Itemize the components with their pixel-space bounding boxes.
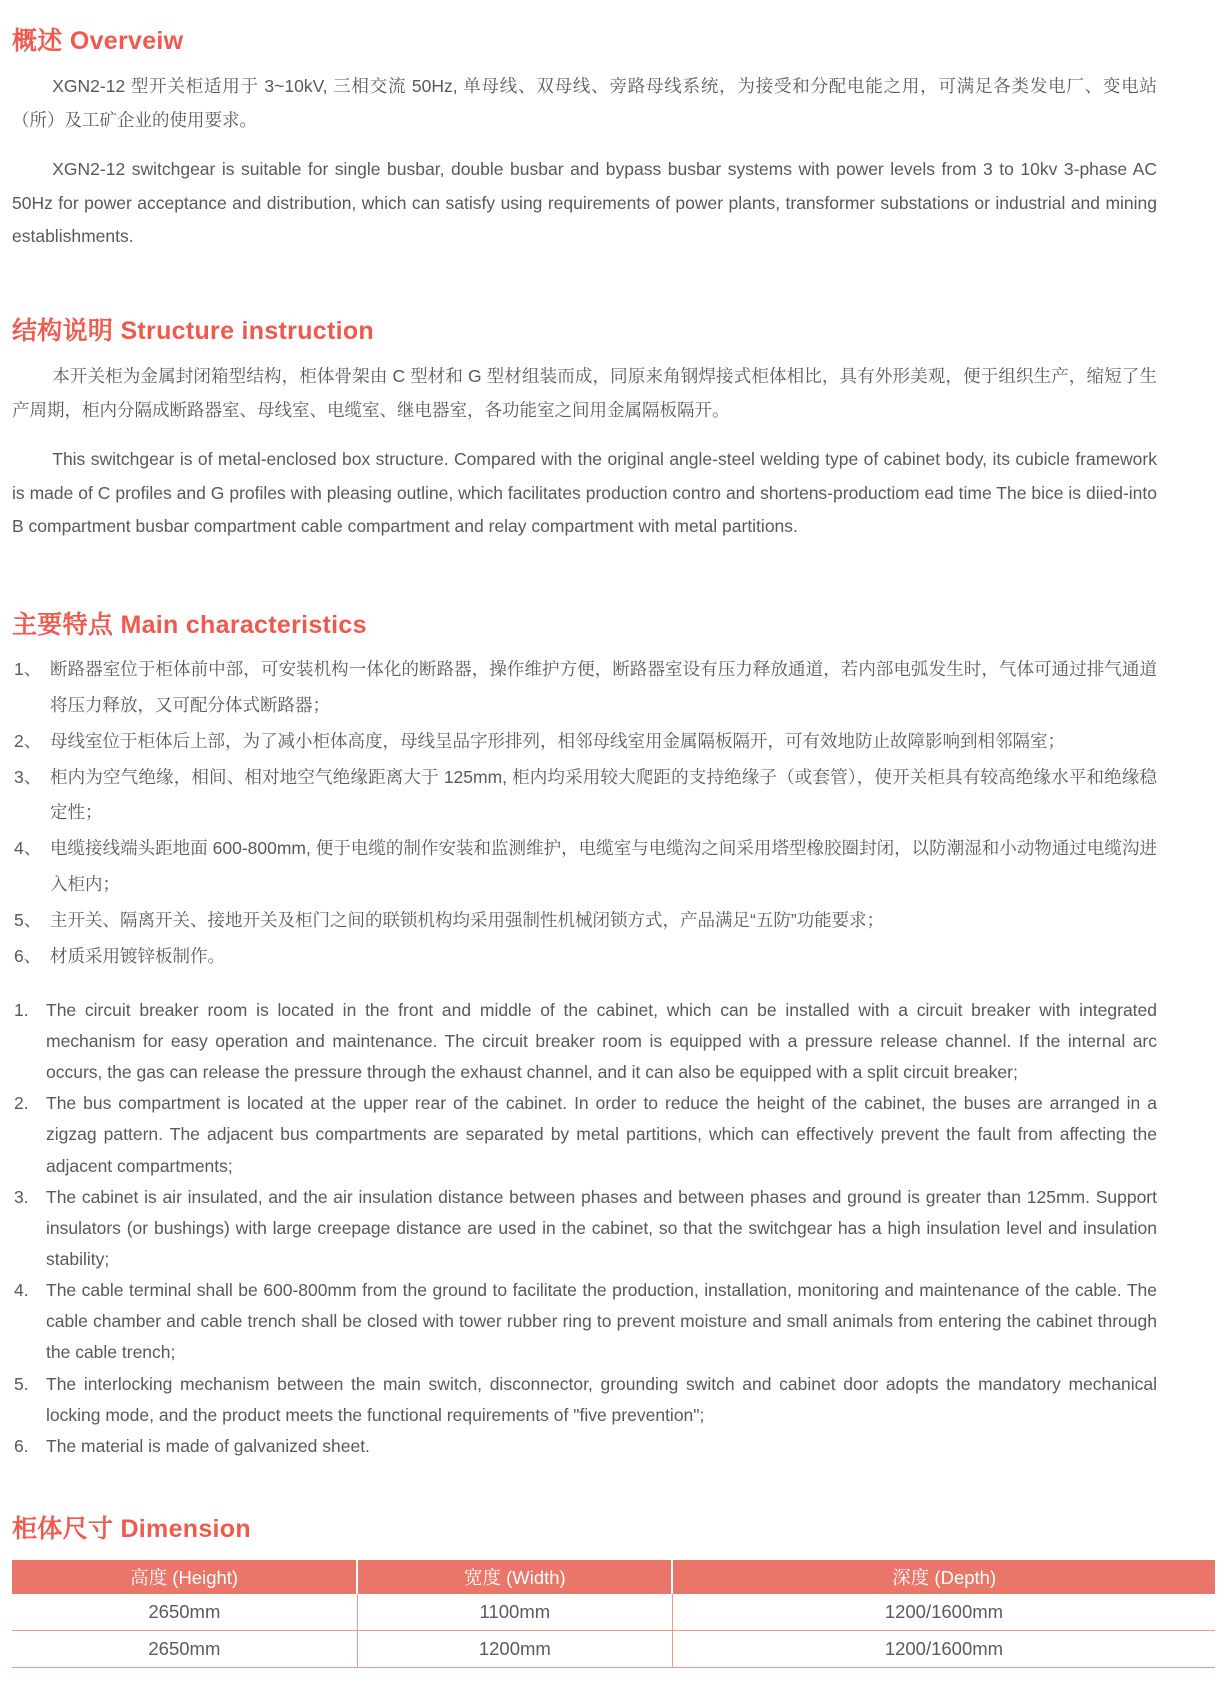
section-dimension	[12, 1514, 1215, 1668]
column-header-width: 宽度 (Width)	[357, 1560, 672, 1594]
item-number: 5.	[14, 1373, 29, 1394]
dimension-table	[12, 1560, 1215, 1668]
section-main-characteristics	[12, 610, 1215, 1462]
overview-paragraph-en: XGN2-12 switchgear is suitable for single busbar, double busbar and bypass busbar systems with power levels from 3 to 10kv 3-phase AC 50Hz for power acceptance and distribution, which can satisfy using requirements of power plants, transformer substations or industrial and mining establishments.	[12, 159, 1157, 247]
table-row	[12, 1594, 1215, 1631]
overview-paragraph-zh: XGN2-12 型开关柜适用于 3~10kV, 三相交流 50Hz, 单母线、双母线、旁路母线系统，为接受和分配电能之用，可满足各类发电厂、变电站（所）及工矿企业的使用要求。	[12, 76, 1157, 130]
characteristics-list-en	[12, 995, 1157, 1462]
column-header-height: 高度 (Height)	[12, 1560, 357, 1594]
item-number: 4.	[14, 1280, 29, 1301]
section-overview	[12, 26, 1215, 254]
cell-width: 1200mm	[357, 1630, 672, 1667]
characteristic-zh-item-4	[12, 831, 1157, 903]
item-text: 柜内为空气绝缘，相间、相对地空气绝缘距离大于 125mm, 柜内均采用较大爬距的支持绝缘子（或套管），使开关柜具有较高绝缘水平和绝缘稳定性；	[50, 766, 1157, 823]
item-text: The bus compartment is located at the upper rear of the cabinet. In order to reduce the height of the cabinet, the buses are arranged in a zigzag pattern. The adjacent bus compartments are separated by metal partitions, which can effectively prevent the fault from affecting the adjacent compartments;	[46, 1093, 1157, 1176]
characteristic-zh-item-5	[12, 903, 1157, 939]
item-text: The cabinet is air insulated, and the air insulation distance between phases and between phases and ground is greater than 125mm. Support insulators (or bushings) with large creepage distance are used in the cabinet, so that the switchgear has a high insulation level and insulation stability;	[46, 1186, 1157, 1269]
item-text: 主开关、隔离开关、接地开关及柜门之间的联锁机构均采用强制性机械闭锁方式，产品满足“五防”功能要求；	[50, 910, 885, 931]
item-text: 材质采用镀锌板制作。	[50, 945, 225, 966]
item-number: 1.	[14, 999, 29, 1020]
item-number: 5、	[14, 910, 42, 931]
structure-paragraph-en: This switchgear is of metal-enclosed box structure. Compared with the original angle-steel welding type of cabinet body, its cubicle framework is made of C profiles and G profiles with pleasing outline, which facilitates production contro and shortens-productiom ead time The bice is diied-into B compartment busbar compartment cable compartment and relay compartment with metal partitions.	[12, 449, 1157, 537]
characteristic-zh-item-3	[12, 760, 1157, 832]
structure-text-block	[12, 360, 1157, 544]
item-text: 断路器室位于柜体前中部，可安装机构一体化的断路器，操作维护方便，断路器室设有压力释放通道，若内部电弧发生时，气体可通过排气通道将压力释放，又可配分体式断路器；	[50, 658, 1157, 715]
characteristic-en-item-5	[12, 1369, 1157, 1431]
item-text: 母线室位于柜体后上部，为了减小柜体高度，母线呈品字形排列，相邻母线室用金属隔板隔开，可有效地防止故障影响到相邻隔室；	[50, 730, 1065, 751]
cell-width: 1100mm	[357, 1594, 672, 1631]
dimension-table-header-row	[12, 1560, 1215, 1594]
overview-heading: 概述 Overveiw	[12, 27, 184, 55]
section-structure-instruction	[12, 316, 1215, 544]
structure-paragraph-zh: 本开关柜为金属封闭箱型结构，柜体骨架由 C 型材和 G 型材组装而成，同原来角钢焊接式柜体相比，具有外形美观，便于组织生产，缩短了生产周期，柜内分隔成断路器室、母线室、电缆室、继电器室，各功能室之间用金属隔板隔开。	[12, 365, 1157, 420]
characteristic-en-item-3	[12, 1182, 1157, 1275]
cell-height: 2650mm	[12, 1594, 357, 1631]
item-number: 3、	[14, 766, 42, 787]
characteristic-zh-item-6	[12, 939, 1157, 975]
characteristics-heading: 主要特点 Main characteristics	[12, 610, 367, 639]
item-number: 3.	[14, 1186, 29, 1207]
characteristics-list-zh	[12, 652, 1157, 975]
cell-depth: 1200/1600mm	[672, 1630, 1215, 1667]
overview-text-block	[12, 70, 1157, 254]
item-text: The material is made of galvanized sheet.	[46, 1435, 370, 1456]
item-number: 2、	[14, 730, 42, 751]
characteristic-en-item-6	[12, 1431, 1157, 1462]
item-number: 2.	[14, 1093, 29, 1114]
characteristic-zh-item-2	[12, 724, 1157, 760]
characteristic-zh-item-1	[12, 652, 1157, 724]
item-text: The cable terminal shall be 600-800mm from the ground to facilitate the production, installation, monitoring and maintenance of the cable. The cable chamber and cable trench shall be closed with tower rubber ring to prevent moisture and small animals from entering the cabinet through the cable trench;	[46, 1280, 1157, 1363]
dimension-heading: 柜体尺寸 Dimension	[12, 1514, 251, 1543]
item-number: 1、	[14, 658, 42, 679]
item-number: 4、	[14, 838, 42, 859]
column-header-depth: 深度 (Depth)	[672, 1560, 1215, 1594]
item-number: 6.	[14, 1435, 29, 1456]
item-text: 电缆接线端头距地面 600-800mm, 便于电缆的制作安装和监测维护，电缆室与电缆沟之间采用塔型橡胶圈封闭，以防潮湿和小动物通过电缆沟进入柜内；	[50, 838, 1157, 895]
cell-depth: 1200/1600mm	[672, 1594, 1215, 1631]
item-text: The circuit breaker room is located in the front and middle of the cabinet, which can be installed with a circuit breaker with integrated mechanism for easy operation and maintenance. The circuit breaker room is equipped with a pressure release channel. If the internal arc occurs, the gas can release the pressure through the exhaust channel, and it can also be equipped with a split circuit breaker;	[46, 999, 1157, 1083]
characteristic-en-item-2	[12, 1088, 1157, 1181]
item-text: The interlocking mechanism between the main switch, disconnector, grounding switch and cabinet door adopts the mandatory mechanical locking mode, and the product meets the functional requirements of "five prevention";	[46, 1373, 1157, 1425]
characteristic-en-item-1	[12, 995, 1157, 1088]
characteristic-en-item-4	[12, 1275, 1157, 1368]
item-number: 6、	[14, 945, 42, 966]
structure-heading: 结构说明 Structure instruction	[12, 316, 374, 345]
table-row	[12, 1630, 1215, 1667]
cell-height: 2650mm	[12, 1630, 357, 1667]
